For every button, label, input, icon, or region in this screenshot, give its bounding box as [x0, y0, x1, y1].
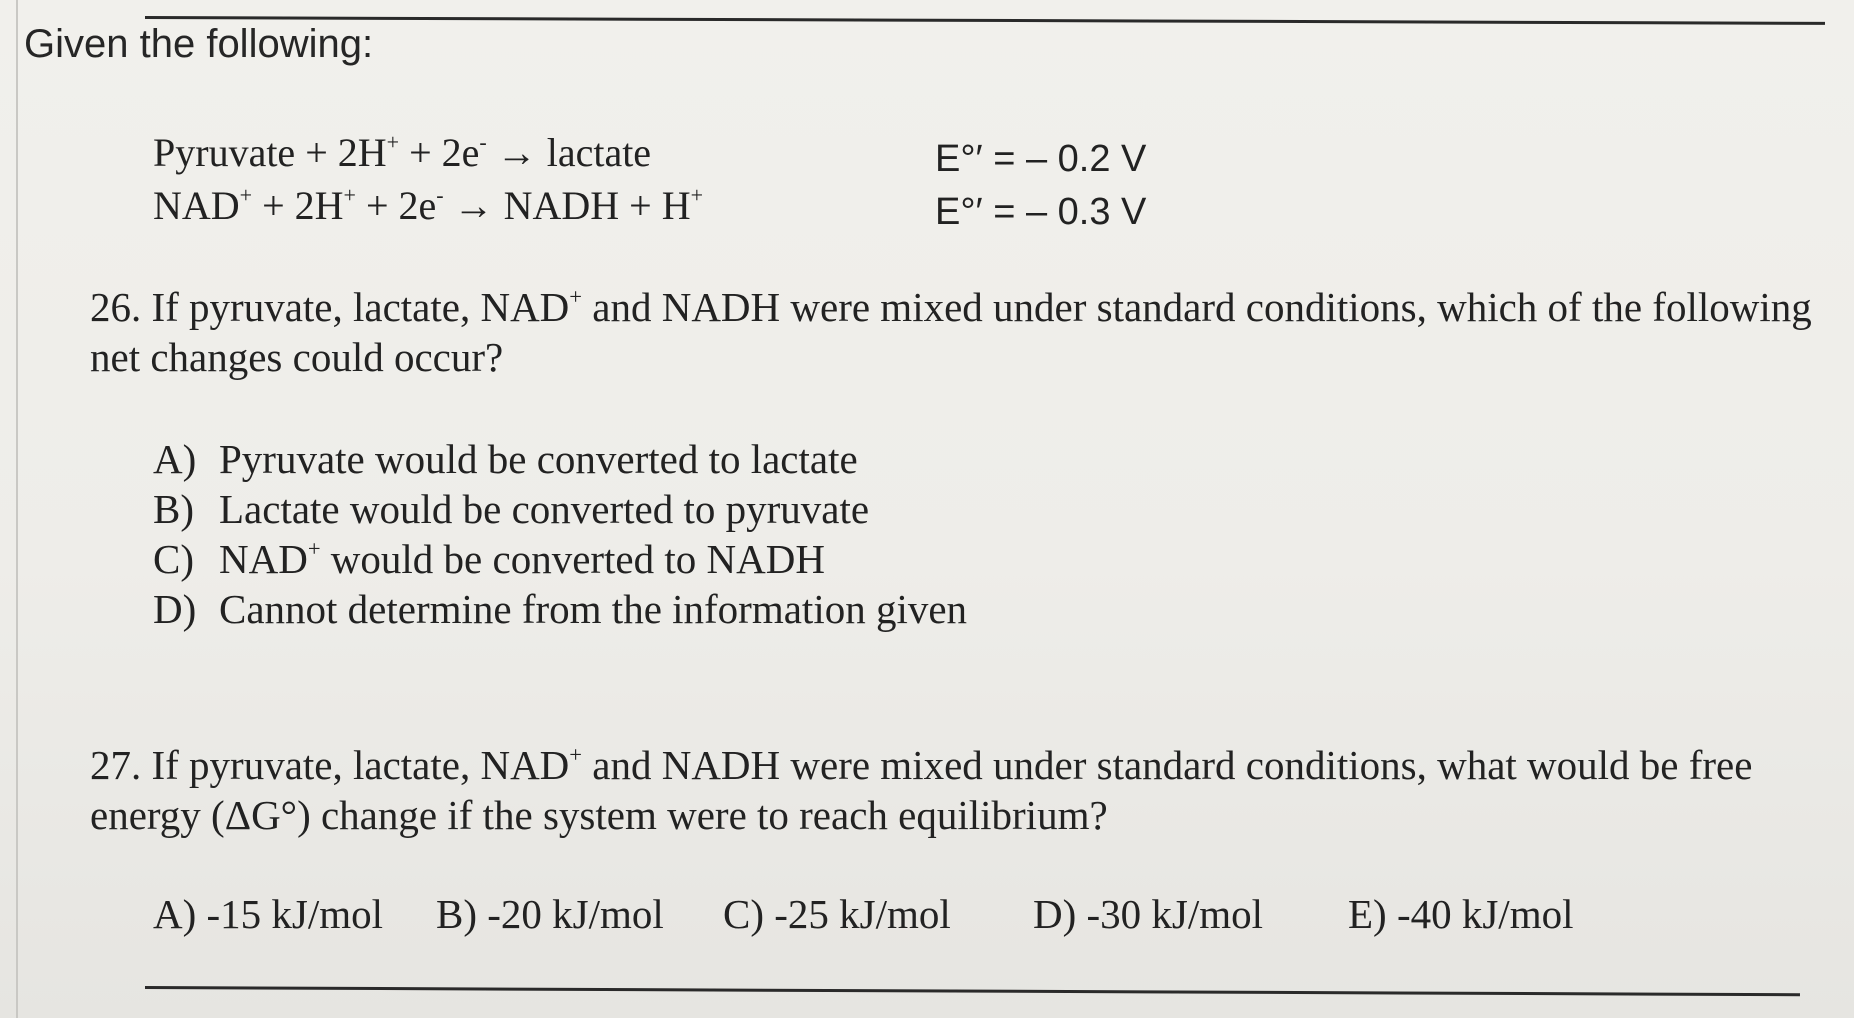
superscript: +: [690, 182, 704, 208]
option-b[interactable]: [153, 484, 967, 534]
reaction-text: + 2H: [252, 183, 344, 228]
question-text: and NADH were mixed under standard conditions, which of the following net changes could occur?: [90, 284, 1812, 380]
question-26-options: [153, 434, 967, 634]
superscript: +: [307, 536, 321, 562]
option-d[interactable]: [153, 584, 967, 634]
answer-c[interactable]: C) -25 kJ/mol: [723, 891, 951, 937]
question-text: 26. If pyruvate, lactate, NAD: [90, 284, 570, 330]
option-letter: C): [153, 536, 194, 582]
reaction-pyruvate-lactate: [153, 129, 651, 176]
option-text: NAD: [219, 536, 308, 582]
reaction-text: Pyruvate + 2H: [153, 130, 387, 175]
reaction-text: NAD: [153, 183, 240, 228]
question-text: 27. If pyruvate, lactate, NAD: [90, 742, 570, 788]
reaction-text: NADH + H: [503, 183, 691, 228]
reduction-potential-pyruvate: E°′ = – 0.2 V: [935, 138, 1147, 180]
answer-e[interactable]: E) -40 kJ/mol: [1348, 891, 1574, 937]
reduction-potential-nad: E°′ = – 0.3 V: [935, 191, 1147, 233]
question-26: [90, 282, 1820, 382]
option-a[interactable]: [153, 434, 967, 484]
reaction-text: + 2e: [355, 183, 437, 228]
page-edge: [16, 0, 18, 1018]
option-text: would be converted to NADH: [320, 536, 825, 582]
answer-d[interactable]: D) -30 kJ/mol: [1033, 891, 1264, 937]
reaction-text: lactate: [546, 130, 652, 175]
superscript: -: [436, 182, 444, 208]
option-text: Pyruvate would be converted to lactate: [219, 436, 858, 482]
bottom-rule: [145, 986, 1800, 996]
reaction-text: + 2e: [399, 130, 480, 175]
superscript: +: [569, 284, 583, 310]
superscript: +: [343, 182, 356, 208]
arrow-icon: →: [443, 183, 504, 228]
option-text: Cannot determine from the information given: [219, 586, 968, 632]
option-letter: B): [153, 486, 194, 532]
reaction-nad-nadh: [153, 182, 703, 229]
superscript: -: [479, 129, 487, 155]
option-c[interactable]: [153, 534, 967, 584]
arrow-icon: →: [486, 130, 547, 175]
superscript: +: [239, 182, 253, 208]
question-text: and NADH were mixed under standard conditions, what would be free energy (ΔG°) change if the system were to reach equilibrium?: [90, 742, 1753, 838]
intro-heading: Given the following:: [24, 22, 374, 66]
answer-b[interactable]: B) -20 kJ/mol: [436, 891, 664, 937]
answer-a[interactable]: A) -15 kJ/mol: [153, 891, 384, 937]
option-letter: D): [153, 586, 197, 632]
top-rule: [145, 16, 1825, 25]
question-27: [90, 740, 1820, 840]
option-letter: A): [153, 436, 197, 482]
option-text: Lactate would be converted to pyruvate: [219, 486, 870, 532]
superscript: +: [569, 742, 583, 768]
superscript: +: [386, 129, 400, 155]
